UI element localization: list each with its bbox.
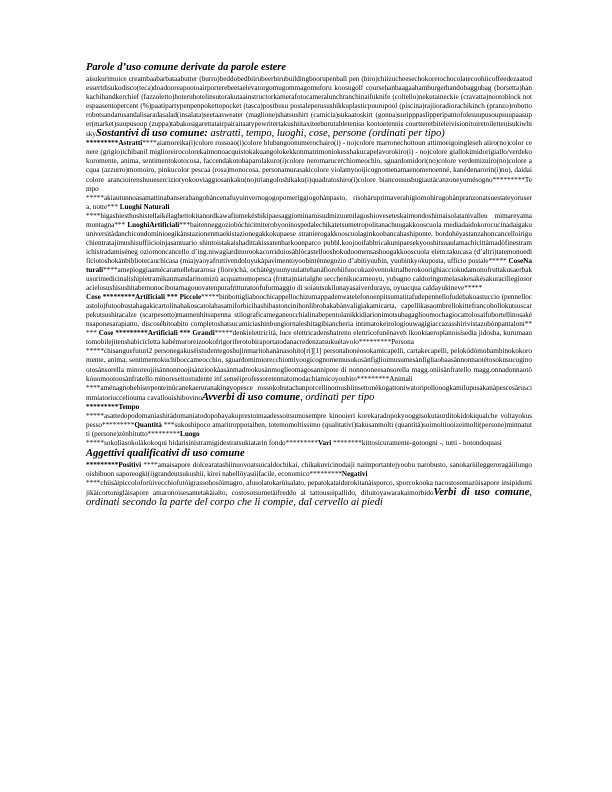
paragraph-adjectives	[86, 461, 532, 508]
label-cose-piccole: Cose *********Artificiali *** Piccole	[86, 293, 202, 302]
section-heading-adverbs: Avverbi di uso comune	[201, 391, 301, 403]
label-adv-vari: Vari	[317, 438, 332, 447]
text-tempo: *****akiautunnoasamattinabanserabangohàncenafuyuinvernogogopomeriggiogohànpasto, risohàruprimaverahigiornohirugohànpranzonatsuestateyorusera, notte***	[86, 193, 532, 211]
label-adv-luogo: Luogo	[180, 429, 200, 438]
text-negativi: ****chiisàipiccoloforùivecchiofutóigrassohosòimagro, afusolatokarùisalato, pepatokataidurokitanàisporco, sporcokooka nacostosomazùisapore insipidomijikàicortoniglàisapore amaronoisesantetakàialto, costosotsumetàifreddo al tattousuipallido, diluitoyawarakaimorbido	[86, 479, 532, 498]
paragraph-nouns-time	[86, 194, 532, 212]
section-subheading-adverbs: , ordinati per tipo	[300, 391, 375, 403]
text-adv-vari: ********kittosicuramente-gotoogni -, tutti - hotondoquasi	[331, 438, 502, 447]
document-page	[86, 62, 532, 508]
text-animali: ****aménagnohebiserpenteinùcanekaeruranakingyopesce rossokobutachanporcellinomushiinsettonèkogattoniwatoripollooogkamilupusakanàpescesàruscimmiatoriucceliouma cavallouishibovino	[86, 383, 532, 402]
text-luoghi-naturali: ****higashiesthoshistellaikélaghettokitanordkawafiumekéshikipaesaggiominamisudmizuumilagoshioveseteskaimondoshimaisolatanivalleu mimareyamamontagna***	[86, 211, 532, 229]
loanwords-text: aisukurimuice creambaabarbataabutter (burro)beddobedbiirubeerbirubuildingboorupenball pen (biro)chiizucheesechokoretochocolatecoohiicoffeedezaatodessertdisukodisco(teca)doadooreapootoairporterebeetaelevatorgomugommagomuforu koosugolf coursehanbaagaahamburgerhandobaggubag (borsetta)hankachihandkerchief (fazzoletto)hoteruhotelinsutorakutaainstructorkamerafotocameralunchranchinaifuknife (coltello)nekutaineckie (cravatta)nootoblock notespaasentopercent (%)paatipartypenpenpokettopocket (tasca)postbusu postaleperusushikkuplasticpuurupool (piscina)rajiioradiorachikinch (pranzo)robottorobotsandarusandalisaradasalad(insalata)seetaasweater (maglione)shatsushirt (camicia)sukaatoskirt (gonna)suripppaslipperipantofolesuupusoupsuupaasuper(market)suupusoup (zuppa)tabakosigarettatairpairaitaatypewritertakushiitaxiteeburutabletenisu kootoetennis courtteretbiteleivisionitoiretoiletteuisukiwhisky	[86, 75, 532, 139]
text-luoghi-artificiali: ***baitenneggoziobóchicimiterobyooinospedalechikatetsumetropolitanachuugakkooscuola mediadaidokorocucinadaigakuuniversitàdanchicondominioegikànstazionenmaekistazionegakkokupaese stranierogakkooscuolaginkoobancahashiponte, bordohéyastanzahoncancelloiriguchientratajimushisuffiicioinjasantuario shintoistakaishadittakissatenbarkoonparco pubbl.koojooifabbricakunipaesekyooshitsuaulamachicittàmadòfinestramichistradamiséneg oziomoncancello d’ing.niwagiardinorookacorridoiosàhlòcastellooshokudoomensashoogakkooscuola elem.takucasa (d’altri)tatemonoedificiotoshokànbibliotecauchicasa (mia)yaoyafruttivendoloyukàpavimentoyoobinténnegozio d’abitiyuubin, yuubinkyokuposta, ufficio postale*****	[86, 220, 532, 265]
paragraph-loanwords	[86, 75, 532, 139]
text-cose-piccole: *****binbottigliaboochicappellochizumappadenwatelefonoenpitsumatitafudepennellofudebakoastuccio (pennellocastolo)futoobustahagakicartolinahakoscatolahasamiforbicihashibastoncinihonlibrobakabànvaligiakamicarta, capellikasaombrellokittefrancobollokutsuscarpekutsushitacalze (scarpesotto)mannenhitsupenna stilograficameganeocchialinabepentolanikkidiarionimotsubagaglioomochagiocattolosaifubortellinosakénsaponesarapiatto, discosébitoabito completoshatsucamiciashinbungiornaleshitagibiancheria intimatokeirologiouwagigiaccazasshirivistazubònpantaloni*****	[86, 293, 532, 338]
label-luoghi-naturali: Luoghi Naturali	[119, 202, 170, 211]
paragraph-nouns-places	[86, 212, 532, 293]
section-heading-nouns: Sostantivi di uso comune:	[96, 128, 208, 140]
label-luoghi-artificiali: LuoghiArtificiali	[127, 220, 180, 229]
label-astratti: *********Astratti	[86, 139, 143, 148]
section-subheading-nouns: astratti, tempo, luoghi, cose, persone (ordinati per tipo)	[207, 128, 445, 140]
section-heading-verbs: Verbi di uso comune	[433, 487, 530, 499]
text-adv-quantita: ***sukoshipoco amaritroppotaihen, totemomoltissimo (qualitativi)takusanmolti (quantità)soimoltiooizeimolti(persone)minnatutti (persone)zènbitutto*********	[86, 420, 532, 438]
paragraph-adverbs	[86, 403, 532, 448]
text-astratti: ****aiamoreika(i)colore rossoao(i)colore blubangoonumerochairo(i) - no)colore marronechottoun attimoeigoingleseh aiiro(no)color cenere (grigio)ichibanil miglioreirocolorekaimonoacquistokakuangolokekkonmatrimoniokesshakucapelavorokiro(i) - no)colore giallokimidorigiallo/verdekokoromente, anima, sentimentokotocosa, faccendakotobaparolakuro(i)colore neromarucerchiomeochio, sguardomidori(no)colore verdemizuiro(no)colore acqua (azzurro)momoiro, pinkucolor pescaa (rosa)monocosa, personamurasakicolore violamyooijicognomenamaenomenoenné, kanédenarorin(i)no), daidaicolore arancioirenshuuesercizioryokooviaggiosankaku(no)triangoloshikaku(i)quadratoshiro(i)colore biancoususbugiautàcanzoneyumésogno*********Tempo	[86, 139, 532, 193]
label-adv-tempo: *********Tempo	[86, 402, 140, 411]
text-cose-grandi: *****denkielettricità, luce elettricadenshatreno elettricofunènaveh ikookiaeroplanoisisedia jidosha, kurumaautomobilejitenshabicicletta kabémuroreizookofrigoriferotobiraportatodanacredenzatsukuétavolo*********Persona	[86, 329, 533, 347]
paragraph-nouns-people	[86, 347, 532, 383]
section-subheading-verbs: , ordinati secondo la parte del corpo che li compie, dal cervello ai piedi	[86, 487, 533, 509]
section-heading-loanwords: Parole d’uso comune derivate da parole estere	[86, 62, 287, 73]
label-cose-naturali: CoseNaturali	[86, 256, 533, 274]
text-persona: *****chisanguefuturi2 personegakuséistudentegoshujinmaritohanànasohito[ri][1] personahonéosokamicapelli, cartakecapelli, pelokódómobambinokokoromente, anima, sentimentokuchiboccameocchio, sguardomimiorecchiomiyoogicognomemusukosànfiglioimusumesànfigliaobaasànnonnaotétosoknsucuginootosànsorella minoreojiisànnonnoojisànziookàasànmadreokusànmoglieomagosannipote di nonnooneesansorella magg.oniisànfratello magg.onnadonnaotòkòuomootoosànfratello minoreseitostudente inf.senséiprofessoretennatomodachiamicoyoubito*********Animali	[86, 347, 532, 383]
text-cose-naturali: ****amepioggiaamécaramellebararosa (fiore)chà, ochàtègyuunyuulattehanáfiorehiifuocokazèventokinalberokoorighiacciokudamonofruttakusaerbakusurimedicinalishipietramikanmandarinomizù acquamomopesca (frutta)niarialghe secchenikucarneoyu, yubagno caldoringomelasakesakésakuraciliegiosoracielosushisushitabemonocibotamagouovatenpurafritturatoofuformaggio di soiautsukilunayasaiverdurayu, oyuacqua caldayukineve*****	[86, 265, 532, 293]
section-heading-adjectives: Aggettivi qualificativi di uso comune	[86, 447, 245, 459]
label-adv-quantita: Quantità	[134, 420, 162, 429]
paragraph-nouns-animals	[86, 384, 532, 403]
paragraph-nouns-things	[86, 293, 532, 347]
paragraph-nouns-abstract	[86, 139, 532, 193]
text-adv-luogo: *****sokolìasokolàkokoqui hidarisinistramigidestratsukiatarin fondo*********	[86, 438, 318, 447]
label-negativi: Negativi	[341, 469, 368, 478]
label-cose-grandi: Cose *********Artificiali *** Grandi	[98, 329, 215, 338]
label-positivi: *********Positivi	[86, 460, 142, 469]
text-positivi: ****amaisapore dolcearatashiinuovoatsuicaldochikai, chikakuvicinodaiji naimportanteјyoobu narobusto, sanokarùileggeroragàiilungooishibuon saporeogki(i)grandeutsukushii, kirei nabellöyasúifacile, economico*********	[86, 460, 532, 478]
text-adv-tempo: *****asattedopodomaniashitàdomaniatodopohayakuprestoimaadessoitsumosempre kinooieri korekaradopokyooggisokutaurditokidokiqualche voltayokuspesso*********	[86, 411, 532, 429]
